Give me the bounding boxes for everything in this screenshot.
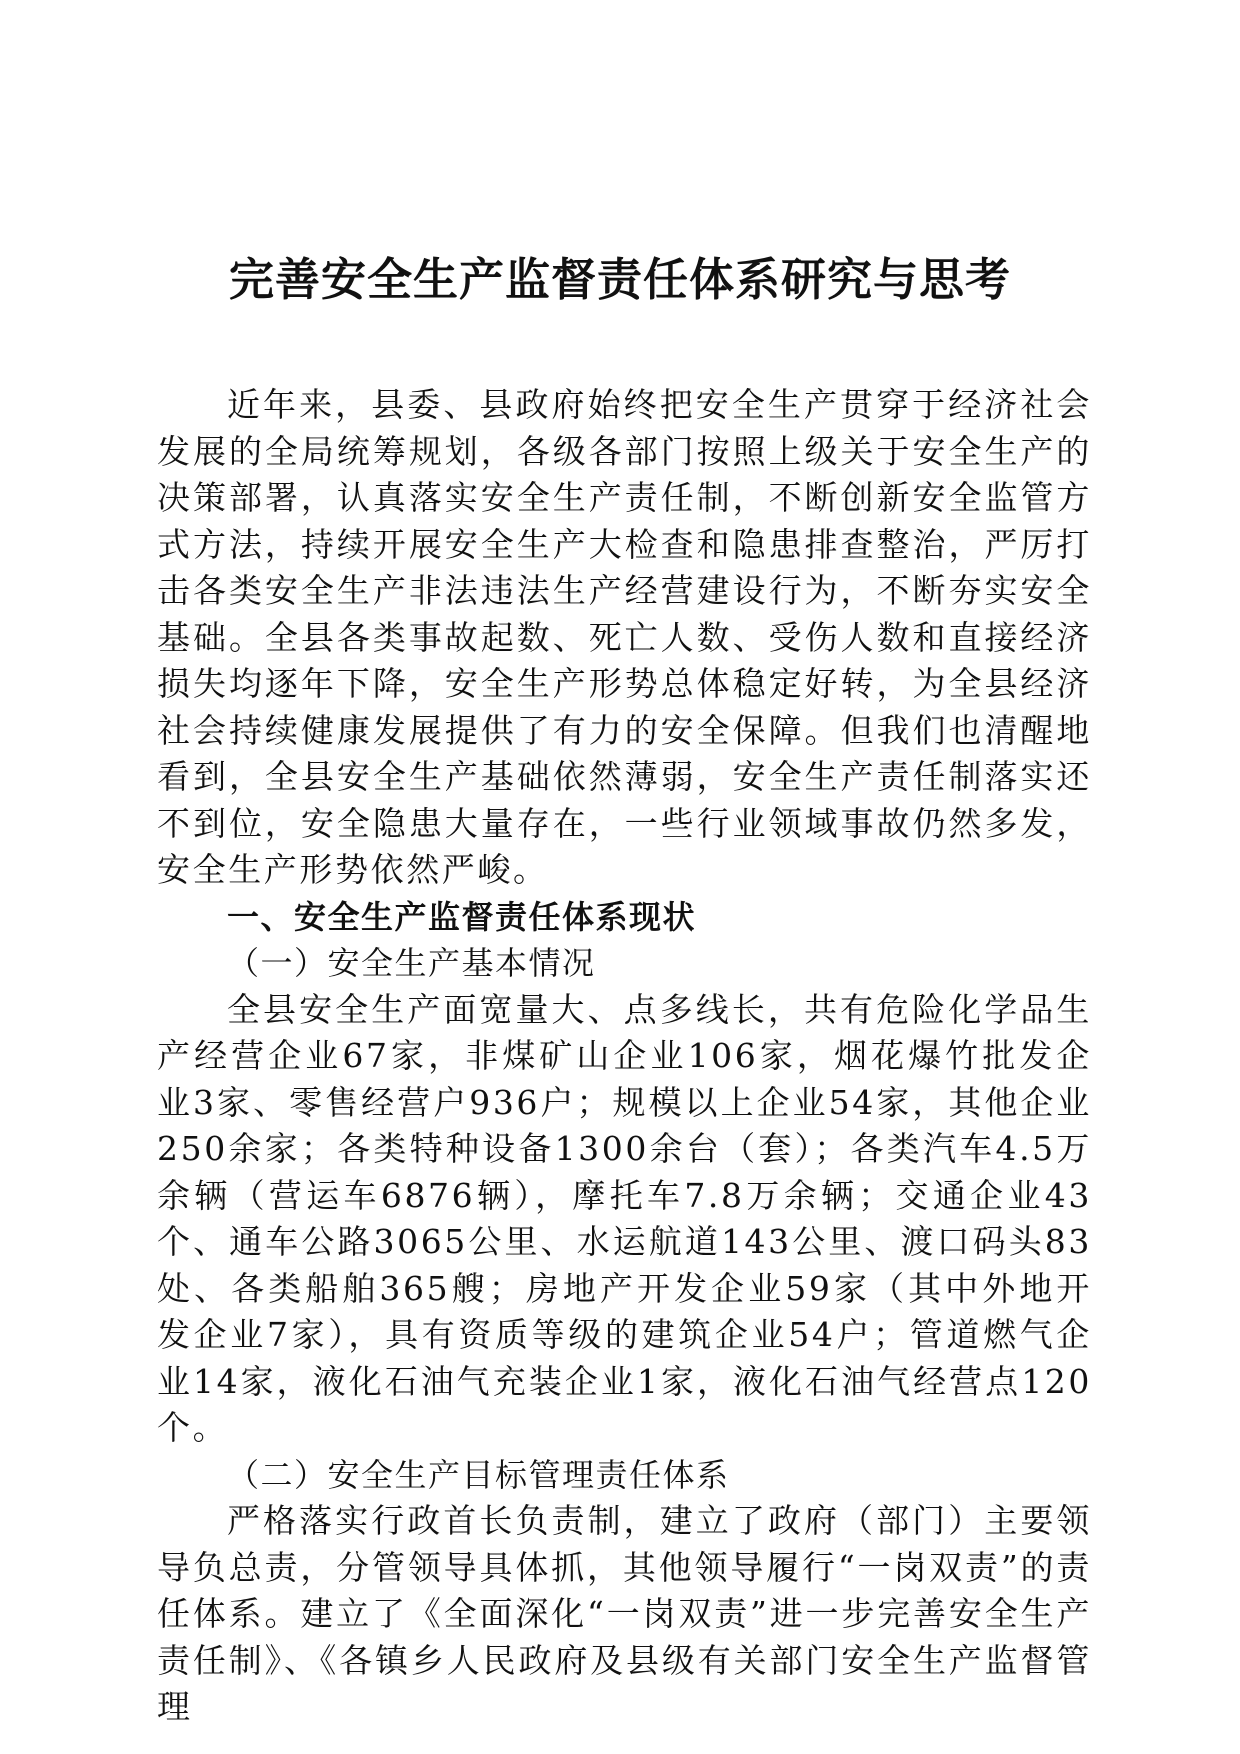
subsection-1-paragraph: 全县安全生产面宽量大、点多线长，共有危险化学品生产经营企业67家，非煤矿山企业106家，烟花爆竹批发企业3家、零售经营户936户；规模以上企业54家，其他企业250余家；各类特种设备1300余台（套）；各类汽车4.5万余辆（营运车6876辆），摩托车7.8万余辆；交通企业43个、通车公路3065公里、水运航道143公里、渡口码头83处、各类船舶365艘；房地产开发企业59家（其中外地开发企业7家），具有资质等级的建筑企业54户；管道燃气企业14家，液化石油气充装企业1家，液化石油气经营点120个。 (157, 989, 1092, 1447)
subsection-1-heading: （一）安全生产基本情况 (227, 944, 596, 982)
document-title: 完善安全生产监督责任体系研究与思考 (228, 253, 1011, 306)
subsection-2-paragraph: 严格落实行政首长负责制，建立了政府（部门）主要领导负总责，分管领导具体抓，其他领导履行“一岗双责”的责任体系。建立了《全面深化“一岗双责”进一步完善安全生产责任制》、《各镇乡人民政府及县级有关部门安全生产监督管理 (157, 1501, 1092, 1726)
document-body (157, 382, 1092, 1731)
section-1-heading: 一、安全生产监督责任体系现状 (227, 897, 697, 936)
subsection-2-heading: （二）安全生产目标管理责任体系 (227, 1455, 730, 1494)
intro-paragraph: 近年来，县委、县政府始终把安全生产贯穿于经济社会发展的全局统筹规划，各级各部门按照上级关于安全生产的决策部署，认真落实安全生产责任制，不断创新安全监管方式方法，持续开展安全生产大检查和隐患排查整治，严厉打击各类安全生产非法违法生产经营建设行为，不断夯实安全基础。全县各类事故起数、死亡人数、受伤人数和直接经济损失均逐年下降，安全生产形势总体稳定好转，为全县经济社会持续健康发展提供了有力的安全保障。但我们也清醒地看到，全县安全生产基础依然薄弱，安全生产责任制落实还不到位，安全隐患大量存在，一些行业领域事故仍然多发，安全生产形势依然严峻。 (157, 385, 1092, 889)
